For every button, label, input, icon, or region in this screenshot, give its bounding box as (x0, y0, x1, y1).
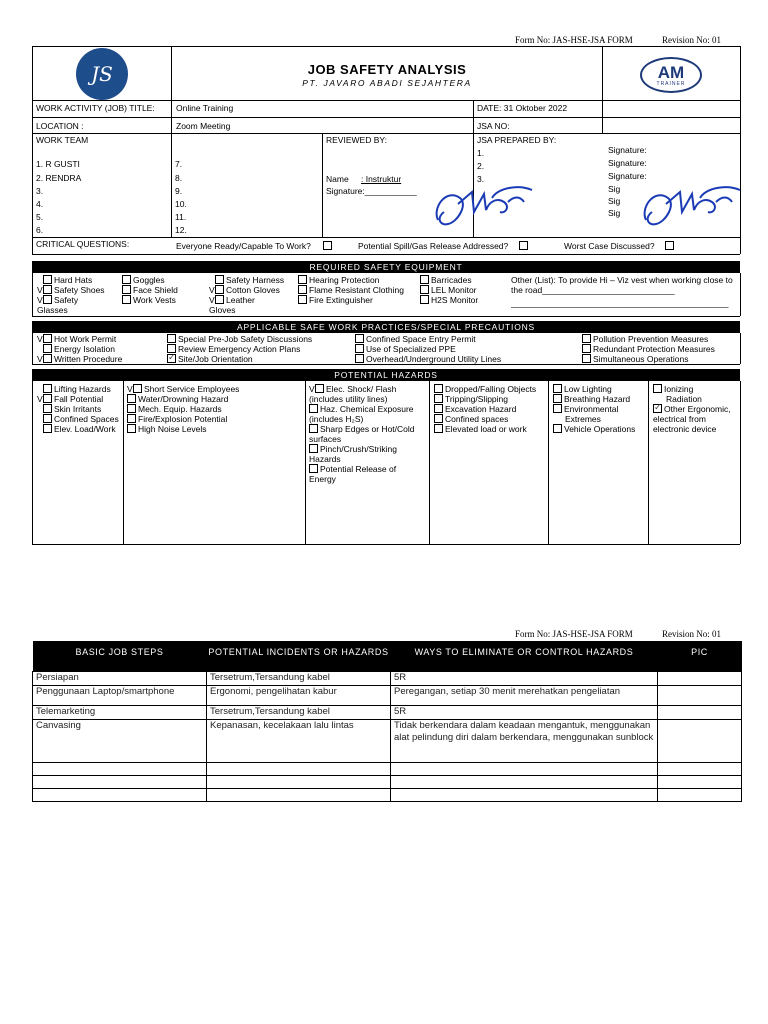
table-cell: Canvasing (33, 719, 207, 762)
job-steps-table (32, 641, 742, 802)
hazard-breathing-label: Breathing Hazard (564, 394, 631, 404)
hazard-skin-label: Skin Irritants (54, 404, 102, 414)
practice-simultaneous-label: Simultaneous Operations (593, 354, 689, 364)
table-cell (658, 775, 742, 788)
work-team-label: WORK TEAM (36, 135, 89, 145)
hazard-environmental[interactable] (553, 404, 618, 414)
hazard-dropped-label: Dropped/Falling Objects (445, 384, 537, 394)
prepared-label: JSA PREPARED BY: (477, 135, 557, 145)
equip-safety-glasses-cont: Glasses (37, 305, 68, 315)
table-row (33, 685, 742, 705)
team-member-9: 9. (175, 186, 183, 196)
revision-number-2: Revision No: 01 (662, 629, 722, 639)
table-cell: 5R (391, 671, 658, 685)
equip-hard-hats[interactable] (37, 275, 92, 285)
table-cell (658, 788, 742, 801)
equip-h2s-monitor[interactable] (420, 295, 478, 305)
practice-pollution-label: Pollution Prevention Measures (593, 334, 709, 344)
hazard-short-service-label: Short Service Employees (144, 384, 240, 394)
hazard-fire-label: Fire/Explosion Potential (138, 414, 228, 424)
preparer-signature-2: Signature: (608, 158, 647, 168)
table-row (33, 705, 742, 719)
preparer-signature-6: Sig (608, 208, 621, 218)
hazard-excavation-label: Excavation Hazard (445, 404, 517, 414)
equip-barricades[interactable] (420, 275, 472, 285)
company-logo: JS (76, 48, 128, 100)
equip-fire-extinguisher-label: Fire Extinguisher (309, 295, 373, 305)
table-cell: Tersetrum,Tersandung kabel (207, 705, 391, 719)
equip-barricades-label: Barricades (431, 275, 472, 285)
header-hazards: POTENTIAL INCIDENTS OR HAZARDS (207, 641, 391, 671)
equip-hearing-protection[interactable] (298, 275, 379, 285)
practice-specialized-ppe[interactable] (355, 344, 456, 354)
equip-safety-shoes[interactable]: V Safety Shoes (37, 285, 105, 295)
practice-pre-job[interactable] (167, 334, 312, 344)
practice-confined-space[interactable] (355, 334, 476, 344)
location-label: LOCATION : (36, 121, 84, 131)
table-cell (33, 762, 207, 775)
hazard-water[interactable] (127, 394, 228, 404)
hazard-skin[interactable] (37, 404, 101, 414)
hazard-lifting-label: Lifting Hazards (54, 384, 111, 394)
hazard-sharp-edges-cont: surfaces (309, 434, 342, 444)
header-job-steps: BASIC JOB STEPS (33, 641, 207, 671)
activity-label: WORK ACTIVITY (JOB) TITLE: (36, 103, 155, 113)
signature-image-2 (636, 178, 748, 236)
company-name: PT. JAVARO ABADI SEJAHTERA (302, 78, 472, 88)
table-cell: 5R (391, 705, 658, 719)
practice-site-orientation[interactable] (167, 354, 253, 364)
hazard-elec-shock[interactable]: V Elec. Shock/ Flash (309, 384, 397, 394)
reviewed-label: REVIEWED BY: (326, 135, 387, 145)
hazard-lifting[interactable] (37, 384, 111, 394)
table-cell (391, 788, 658, 801)
table-cell: Persiapan (33, 671, 207, 685)
practice-hot-work-label: Hot Work Permit (54, 334, 117, 344)
table-cell (207, 762, 391, 775)
table-cell: Telemarketing (33, 705, 207, 719)
hazard-sharp-edges-label: Sharp Edges or Hot/Cold (320, 424, 415, 434)
hazard-ionizing-label: Ionizing (664, 384, 694, 394)
table-cell: Kepanasan, kecelakaan lalu lintas (207, 719, 391, 762)
equip-face-shield-label: Face Shield (133, 285, 178, 295)
equip-flame-resistant[interactable] (298, 285, 404, 295)
practice-emergency-plans-label: Review Emergency Action Plans (178, 344, 301, 354)
critical-q2 (358, 241, 530, 251)
team-member-12: 12. (175, 225, 187, 235)
form-title: JOB SAFETY ANALYSIS (307, 62, 467, 77)
hazard-sharp-edges[interactable] (309, 424, 415, 434)
hazard-other-ergonomic-label: Other Ergonomic, (664, 404, 731, 414)
practice-confined-space-label: Confined Space Entry Permit (366, 334, 476, 344)
hazard-mech-label: Mech. Equip. Hazards (138, 404, 222, 414)
equip-lel-monitor[interactable] (420, 285, 477, 295)
table-cell (33, 788, 207, 801)
preparer-signature-5: Sig (608, 196, 621, 206)
table-cell: Ergonomi, pengelihatan kabur (207, 685, 391, 705)
table-cell: Tidak berkendara dalam keadaan mengantuk, menggunakan alat pelindung diri dalam berkendara, menggunakan sunblock (391, 719, 658, 762)
practice-written-procedure[interactable]: V Written Procedure (37, 354, 123, 364)
hazard-chemical-cont: (includes H₂S) (309, 414, 364, 424)
table-cell (658, 705, 742, 719)
table-cell (33, 775, 207, 788)
practice-emergency-plans[interactable] (167, 344, 300, 354)
form-number: Form No: JAS-HSE-JSA FORM (515, 35, 633, 45)
critical-q2-checkbox[interactable] (519, 241, 528, 250)
practice-redundant[interactable] (582, 344, 715, 354)
critical-q3 (564, 241, 676, 251)
date-field: DATE: 31 Oktober 2022 (477, 103, 568, 113)
reviewer-signature: Signature:___________ (326, 186, 417, 196)
hazard-vehicle[interactable] (553, 424, 635, 434)
table-cell (391, 762, 658, 775)
table-cell (207, 775, 391, 788)
hazard-fire[interactable] (127, 414, 227, 424)
hazard-excavation[interactable] (434, 404, 516, 414)
preparer-signature-4: Sig (608, 184, 621, 194)
hazard-elev-load-label: Elev. Load/Work (54, 424, 116, 434)
team-member-1: 1. R GUSTI (36, 159, 80, 169)
hazard-energy-release[interactable] (309, 464, 396, 474)
location-value: Zoom Meeting (176, 121, 231, 131)
table-cell: Peregangan, setiap 30 menit merehatkan pengeliatan (391, 685, 658, 705)
equip-hard-hats-label: Hard Hats (54, 275, 93, 285)
equip-h2s-monitor-label: H2S Monitor (431, 295, 479, 305)
hazard-noise-label: High Noise Levels (138, 424, 207, 434)
preparer-signature-1: Signature: (608, 145, 647, 155)
hazard-environmental-label: Environmental (564, 404, 619, 414)
equip-goggles[interactable] (122, 275, 165, 285)
team-member-7: 7. (175, 159, 183, 169)
critical-q1-checkbox[interactable] (323, 241, 332, 250)
header-controls: WAYS TO ELIMINATE OR CONTROL HAZARDS (391, 641, 658, 671)
practice-utility-lines[interactable] (355, 354, 501, 364)
equip-hearing-protection-label: Hearing Protection (309, 275, 380, 285)
practice-pollution[interactable] (582, 334, 708, 344)
critical-q3-text: Worst Case Discussed? (564, 241, 655, 251)
practice-simultaneous[interactable] (582, 354, 688, 364)
hazard-confined[interactable] (37, 414, 119, 424)
hazard-mech[interactable] (127, 404, 222, 414)
reviewer-name-label: Name (326, 174, 349, 184)
table-cell: Tersetrum,Tersandung kabel (207, 671, 391, 685)
equip-cotton-gloves-label: Cotton Gloves (226, 285, 280, 295)
table-cell (207, 788, 391, 801)
hazard-vehicle-label: Vehicle Operations (564, 424, 636, 434)
team-member-5: 5. (36, 212, 44, 222)
table-row (33, 762, 742, 775)
hazard-energy-release-cont: Energy (309, 474, 336, 484)
table-cell: Penggunaan Laptop/smartphone (33, 685, 207, 705)
practice-site-orientation-label: Site/Job Orientation (178, 354, 253, 364)
preparer-1: 1. (477, 148, 485, 158)
team-member-2: 2. RENDRA (36, 173, 82, 183)
preparer-3: 3. (477, 174, 485, 184)
hazard-ionizing[interactable] (653, 384, 693, 394)
hazard-tripping-label: Tripping/Slipping (445, 394, 508, 404)
practice-pre-job-label: Special Pre-Job Safety Discussions (178, 334, 313, 344)
hazard-chemical[interactable] (309, 404, 414, 414)
team-member-11: 11. (175, 212, 187, 222)
practice-redundant-label: Redundant Protection Measures (593, 344, 715, 354)
equip-leather-gloves-label: Leather (226, 295, 255, 305)
hazard-ionizing-cont: Radiation (666, 394, 702, 404)
hazard-short-service[interactable]: V Short Service Employees (127, 384, 240, 394)
equip-other-line-1: ______________________________________________ (511, 298, 729, 308)
critical-q1-text: Everyone Ready/Capable To Work? (176, 241, 311, 251)
equip-safety-glasses[interactable]: V Safety (37, 295, 79, 305)
hazard-pinch[interactable] (309, 444, 397, 454)
hazard-other-ergonomic-cont2: electronic device (653, 424, 717, 434)
practice-utility-lines-label: Overhead/Underground Utility Lines (366, 354, 502, 364)
equip-leather-gloves-cont: Gloves (209, 305, 236, 315)
practice-energy-isolation-label: Energy Isolation (54, 344, 115, 354)
hazard-pinch-label: Pinch/Crush/Striking (320, 444, 398, 454)
hazard-fall[interactable]: V Fall Potential (37, 394, 104, 404)
reviewer-name-value: : Instruktur (361, 174, 402, 184)
hazard-dropped[interactable] (434, 384, 536, 394)
practice-hot-work[interactable]: V Hot Work Permit (37, 334, 117, 344)
equipment-section-title: REQUIRED SAFETY EQUIPMENT (32, 261, 740, 273)
equip-work-vests[interactable] (122, 295, 176, 305)
equip-safety-harness[interactable] (209, 275, 284, 285)
table-cell (391, 775, 658, 788)
hazard-tripping[interactable] (434, 394, 508, 404)
hazard-pinch-cont: Hazards (309, 454, 341, 464)
team-member-8: 8. (175, 173, 183, 183)
equip-goggles-label: Goggles (133, 275, 165, 285)
equip-fire-extinguisher[interactable] (298, 295, 373, 305)
hazard-confined-label: Confined Spaces (54, 414, 119, 424)
jsa-no-label: JSA NO: (477, 121, 510, 131)
equip-leather-gloves[interactable]: V Leather (209, 295, 255, 305)
critical-q2-text: Potential Spill/Gas Release Addressed? (358, 241, 509, 251)
header-pic: PIC (658, 641, 742, 671)
equip-flame-resistant-label: Flame Resistant Clothing (309, 285, 404, 295)
preparer-signature-3: Signature: (608, 171, 647, 181)
form-number-2: Form No: JAS-HSE-JSA FORM (515, 629, 633, 639)
hazard-elev-load[interactable] (37, 424, 116, 434)
table-row (33, 775, 742, 788)
hazards-section-title: POTENTIAL HAZARDS (32, 369, 740, 381)
table-row (33, 788, 742, 801)
hazard-low-lighting-label: Low Lighting (564, 384, 612, 394)
table-cell (658, 671, 742, 685)
hazard-elec-shock-cont: (includes utility lines) (309, 394, 388, 404)
team-member-6: 6. (36, 225, 44, 235)
critical-label: CRITICAL QUESTIONS: (36, 239, 130, 249)
practice-written-procedure-label: Written Procedure (54, 354, 123, 364)
hazard-elec-shock-label: Elec. Shock/ Flash (326, 384, 397, 394)
signature-image-1 (428, 178, 540, 236)
equip-lel-monitor-label: LEL Monitor (431, 285, 477, 295)
hazard-other-ergonomic-cont1: electrical from (653, 414, 706, 424)
equip-other: Other (List): To provide Hi – Viz vest when working close to the road____________________________ (511, 275, 733, 295)
preparer-2: 2. (477, 161, 485, 171)
practice-specialized-ppe-label: Use of Specialized PPE (366, 344, 456, 354)
trainer-logo-text: AM (657, 62, 685, 82)
table-row (33, 671, 742, 685)
equip-work-vests-label: Work Vests (133, 295, 176, 305)
equip-cotton-gloves[interactable]: V Cotton Gloves (209, 285, 280, 295)
team-member-4: 4. (36, 199, 44, 209)
hazard-noise[interactable] (127, 424, 207, 434)
hazard-fall-label: Fall Potential (54, 394, 104, 404)
critical-q3-checkbox[interactable] (665, 241, 674, 250)
hazard-environmental-cont: Extremes (565, 414, 601, 424)
team-member-3: 3. (36, 186, 44, 196)
hazard-chemical-label: Haz. Chemical Exposure (320, 404, 414, 414)
revision-number: Revision No: 01 (662, 35, 722, 45)
hazard-confined-2[interactable] (434, 414, 508, 424)
hazard-elevated-label: Elevated load or work (445, 424, 527, 434)
equip-safety-shoes-label: Safety Shoes (54, 285, 105, 295)
hazard-low-lighting[interactable] (553, 384, 612, 394)
table-cell (658, 762, 742, 775)
hazard-elevated[interactable] (434, 424, 527, 434)
table-cell (658, 719, 742, 762)
hazard-confined-2-label: Confined spaces (445, 414, 509, 424)
hazard-breathing[interactable] (553, 394, 630, 404)
table-row (33, 719, 742, 762)
table-cell (658, 685, 742, 705)
hazard-water-label: Water/Drowning Hazard (138, 394, 229, 404)
equip-other-line-2: ______________________________________________ (511, 307, 729, 317)
hazard-other-ergonomic[interactable] (653, 404, 731, 414)
trainer-logo (640, 57, 702, 93)
activity-value: Online Training (176, 103, 234, 113)
critical-q1 (176, 241, 334, 251)
equip-safety-glasses-label: Safety (54, 295, 79, 305)
hazard-energy-release-label: Potential Release of (320, 464, 397, 474)
trainer-logo-subtext: TRAINER (656, 80, 686, 87)
practices-section-title: APPLICABLE SAFE WORK PRACTICES/SPECIAL PRECAUTIONS (32, 321, 740, 333)
equip-safety-harness-label: Safety Harness (226, 275, 285, 285)
equip-face-shield[interactable] (122, 285, 178, 295)
practice-energy-isolation[interactable] (37, 344, 115, 354)
team-member-10: 10. (175, 199, 187, 209)
